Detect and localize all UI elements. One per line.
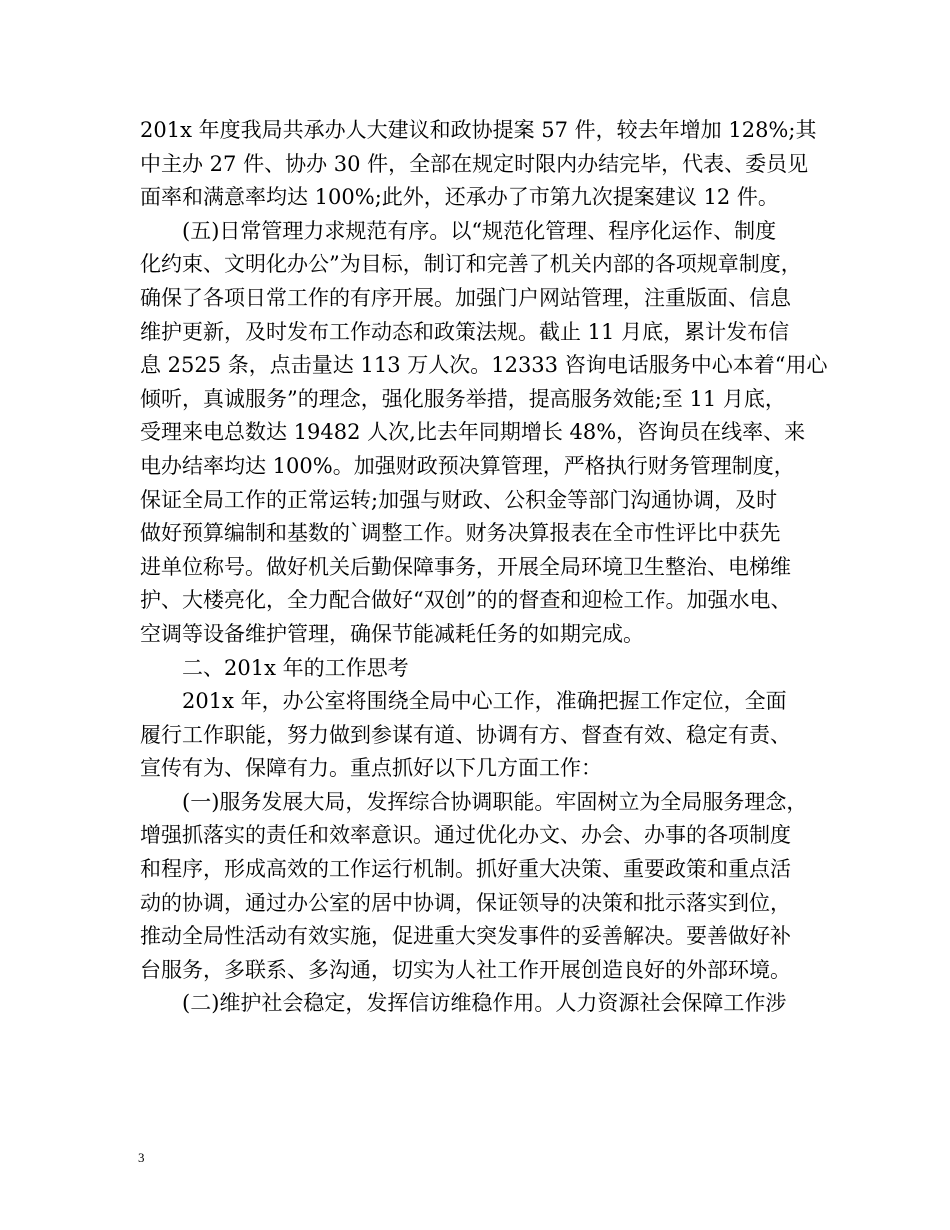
paragraph-start-line: (一)服务发展大局，发挥综合协调职能。牢固树立为全局服务理念， (182, 789, 808, 814)
text-line: 息 2525 条，点击量达 113 万人次。12333 咨询电话服务中心本着“用心 (140, 353, 828, 378)
text-line: 电办结率均达 100%。加强财政预决算管理，严格执行财务管理制度， (140, 453, 795, 478)
text-line: 做好预算编制和基数的`调整工作。财务决算报表在全市性评比中获先 (140, 521, 781, 546)
body-text (140, 114, 830, 1021)
paragraph-start-line: (二)维护社会稳定，发挥信访维稳作用。人力资源社会保障工作涉 (182, 991, 787, 1016)
text-line: 201x 年度我局共承办人大建议和政协提案 57 件，较去年增加 128%;其 (140, 118, 817, 142)
text-line: 倾听，真诚服务”的理念，强化服务举措，提高服务效能;至 11 月底， (140, 386, 786, 411)
text-line: 推动全局性活动有效实施，促进重大突发事件的妥善解决。要善做好补 (140, 924, 791, 949)
section-heading: 二、201x 年的工作思考 (182, 655, 409, 680)
text-line: 进单位称号。做好机关后勤保障事务，开展全局环境卫生整治、电梯维 (140, 554, 791, 579)
text-line: 和程序，形成高效的工作运行机制。抓好重大决策、重要政策和重点活 (140, 857, 791, 882)
text-line: 保证全局工作的正常运转;加强与财政、公积金等部门沟通协调，及时 (140, 487, 778, 512)
text-line: 空调等设备维护管理，确保节能减耗任务的如期完成。 (140, 621, 644, 646)
text-line: 护、大楼亮化，全力配合做好“双创”的的督查和迎检工作。加强水电、 (140, 588, 792, 613)
text-line: 维护更新，及时发布工作动态和政策法规。截止 11 月底，累计发布信 (140, 319, 790, 344)
text-line: 确保了各项日常工作的有序开展。加强门户网站管理，注重版面、信息 (140, 285, 791, 310)
text-line: 动的协调，通过办公室的居中协调，保证领导的决策和批示落实到位， (140, 890, 791, 915)
text-line: 化约束、文明化办公”为目标，制订和完善了机关内部的各项规章制度， (140, 252, 802, 277)
paragraph-start-line: 201x 年，办公室将围绕全局中心工作，准确把握工作定位，全面 (182, 689, 787, 714)
paragraph-start-line: (五)日常管理力求规范有序。以“规范化管理、程序化运作、制度 (182, 218, 777, 243)
text-line: 增强抓落实的责任和效率意识。通过优化办文、办会、办事的各项制度 (140, 823, 791, 848)
text-line: 受理来电总数达 19482 人次,比去年同期增长 48%，咨询员在线率、来 (140, 420, 806, 445)
text-line: 履行工作职能，努力做到参谋有道、协调有方、督查有效、稳定有责、 (140, 722, 791, 747)
text-line: 宣传有为、保障有力。重点抓好以下几方面工作： (140, 756, 602, 781)
text-line: 中主办 27 件、协办 30 件，全部在规定时限内办结完毕，代表、委员见 (140, 151, 809, 176)
page-number: 3 (138, 1150, 145, 1165)
text-line: 台服务，多联系、多沟通，切实为人社工作开展创造良好的外部环境。 (140, 957, 791, 982)
text-line: 面率和满意率均达 100%;此外，还承办了市第九次提案建议 12 件。 (140, 185, 779, 210)
